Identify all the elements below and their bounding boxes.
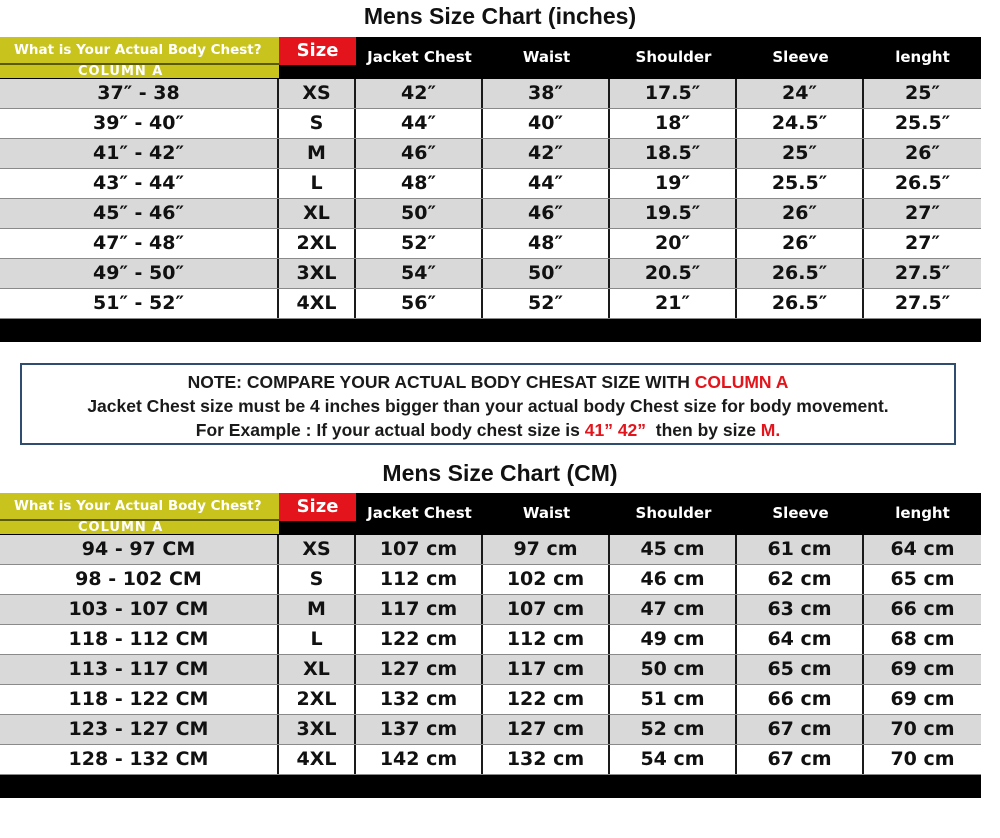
waist-cell: 42″ [483,139,610,168]
table-row [0,625,981,655]
chest-range-cell: 37″ - 38 [0,79,279,108]
chest-range-cell: 43″ - 44″ [0,169,279,198]
table-row [0,745,981,775]
length-header: lenght [895,48,950,66]
sleeve-cell: 26.5″ [737,289,864,318]
jacket-chest-cell: 142 cm [356,745,483,774]
size-note-box [20,363,956,445]
size-cell: 2XL [279,229,356,258]
sleeve-cell: 26″ [737,229,864,258]
waist-cell: 127 cm [483,715,610,744]
waist-cell: 46″ [483,199,610,228]
shoulder-cell: 51 cm [610,685,737,714]
jacket-chest-cell: 50″ [356,199,483,228]
size-cell: 4XL [279,289,356,318]
table-row [0,79,981,109]
sleeve-cell: 67 cm [737,715,864,744]
chest-range-cell: 128 - 132 CM [0,745,279,774]
sleeve-cell: 63 cm [737,595,864,624]
chest-range-cell: 39″ - 40″ [0,109,279,138]
size-cell: M [279,139,356,168]
size-cell: S [279,565,356,594]
waist-cell: 40″ [483,109,610,138]
chest-range-cell: 51″ - 52″ [0,289,279,318]
shoulder-cell: 50 cm [610,655,737,684]
table-row [0,289,981,319]
table-row [0,199,981,229]
size-cell: M [279,595,356,624]
jacket-chest-cell: 42″ [356,79,483,108]
table-row [0,109,981,139]
sleeve-cell: 66 cm [737,685,864,714]
length-cell: 25.5″ [894,112,951,134]
waist-cell: 48″ [483,229,610,258]
length-cell: 66 cm [890,598,955,620]
note-example-size-highlight: 41” 42” [584,420,647,440]
length-cell: 26″ [905,142,940,164]
waist-cell: 107 cm [483,595,610,624]
table-row [0,565,981,595]
size-cell: 4XL [279,745,356,774]
cm-chart-title: Mens Size Chart (CM) [382,460,618,486]
sleeve-header: Sleeve [772,48,829,66]
waist-cell: 44″ [483,169,610,198]
size-cell: S [279,109,356,138]
sleeve-cell: 24.5″ [737,109,864,138]
shoulder-cell: 47 cm [610,595,737,624]
waist-cell: 102 cm [483,565,610,594]
shoulder-cell: 18″ [610,109,737,138]
waist-header: Waist [522,48,571,66]
note-line-3 [22,418,954,442]
length-cell: 68 cm [890,628,955,650]
shoulder-cell: 18.5″ [610,139,737,168]
size-cell: XS [279,79,356,108]
size-cell: L [279,169,356,198]
table-row [0,535,981,565]
cm-table-header [0,493,981,535]
waist-cell: 112 cm [483,625,610,654]
table-row [0,655,981,685]
size-header: Size [279,37,356,79]
note-column-a-highlight: COLUMN A [694,372,789,392]
jacket-chest-cell: 132 cm [356,685,483,714]
waist-cell: 132 cm [483,745,610,774]
size-cell: XL [279,655,356,684]
chest-header [0,493,279,535]
table-row [0,715,981,745]
chest-range-cell: 45″ - 46″ [0,199,279,228]
table-row [0,595,981,625]
note-line-1-text: NOTE: COMPARE YOUR ACTUAL BODY CHESAT SIZE WITH [187,372,695,392]
length-cell: 27.5″ [894,292,951,314]
inches-table-header [0,37,981,79]
jacket-chest-cell: 127 cm [356,655,483,684]
table-row [0,259,981,289]
shoulder-cell: 17.5″ [610,79,737,108]
sleeve-cell: 61 cm [737,535,864,564]
note-line-3-middle: then by size [646,420,761,440]
chest-range-cell: 118 - 122 CM [0,685,279,714]
jacket-chest-header: Jacket Chest [367,504,472,522]
length-cell: 69 cm [890,658,955,680]
table-row [0,229,981,259]
jacket-chest-cell: 107 cm [356,535,483,564]
shoulder-cell: 19.5″ [610,199,737,228]
shoulder-cell: 54 cm [610,745,737,774]
chest-question: What is Your Actual Body Chest? [0,493,279,519]
chest-header [0,37,279,79]
size-cell: 3XL [279,259,356,288]
chest-range-cell: 118 - 112 CM [0,625,279,654]
shoulder-header: Shoulder [635,48,712,66]
waist-cell: 117 cm [483,655,610,684]
jacket-chest-cell: 112 cm [356,565,483,594]
chest-range-cell: 123 - 127 CM [0,715,279,744]
size-header: Size [279,493,356,535]
sleeve-cell: 25.5″ [737,169,864,198]
note-line-2: Jacket Chest size must be 4 inches bigger than your actual body Chest size for body movement. [87,396,889,416]
note-line-3-text: For Example : If your actual body chest size is [195,420,585,440]
length-cell: 27.5″ [894,262,951,284]
chest-range-cell: 103 - 107 CM [0,595,279,624]
cm-table-body [0,535,981,775]
note-line-1 [22,370,954,394]
chest-range-cell: 113 - 117 CM [0,655,279,684]
chest-range-cell: 98 - 102 CM [0,565,279,594]
shoulder-cell: 20.5″ [610,259,737,288]
length-cell: 27″ [905,232,940,254]
size-cell: 3XL [279,715,356,744]
size-cell: XL [279,199,356,228]
size-cell: XS [279,535,356,564]
note-size-m-highlight: M. [760,420,781,440]
waist-cell: 50″ [483,259,610,288]
chest-question: What is Your Actual Body Chest? [0,37,279,63]
sleeve-header: Sleeve [772,504,829,522]
inches-table-body [0,79,981,319]
jacket-chest-cell: 117 cm [356,595,483,624]
chest-range-cell: 94 - 97 CM [0,535,279,564]
jacket-chest-cell: 54″ [356,259,483,288]
shoulder-cell: 19″ [610,169,737,198]
jacket-chest-cell: 52″ [356,229,483,258]
length-cell: 70 cm [890,718,955,740]
size-cell: L [279,625,356,654]
waist-cell: 52″ [483,289,610,318]
length-cell: 70 cm [890,748,955,770]
chest-range-cell: 47″ - 48″ [0,229,279,258]
jacket-chest-header: Jacket Chest [367,48,472,66]
inches-size-table [0,37,981,342]
jacket-chest-cell: 46″ [356,139,483,168]
length-header: lenght [895,504,950,522]
sleeve-cell: 64 cm [737,625,864,654]
sleeve-cell: 26.5″ [737,259,864,288]
shoulder-header: Shoulder [635,504,712,522]
inches-table-footer-bar [0,319,981,342]
sleeve-cell: 25″ [737,139,864,168]
jacket-chest-cell: 137 cm [356,715,483,744]
size-cell: 2XL [279,685,356,714]
table-row [0,685,981,715]
inches-chart-title: Mens Size Chart (inches) [363,3,637,29]
length-cell: 65 cm [890,568,955,590]
jacket-chest-cell: 56″ [356,289,483,318]
sleeve-cell: 65 cm [737,655,864,684]
column-a-label: COLUMN A [0,519,279,534]
jacket-chest-cell: 48″ [356,169,483,198]
table-row [0,139,981,169]
shoulder-cell: 45 cm [610,535,737,564]
shoulder-cell: 49 cm [610,625,737,654]
chest-range-cell: 49″ - 50″ [0,259,279,288]
sleeve-cell: 67 cm [737,745,864,774]
waist-header: Waist [522,504,571,522]
cm-size-table [0,493,981,798]
column-a-label: COLUMN A [0,63,279,78]
jacket-chest-cell: 122 cm [356,625,483,654]
shoulder-cell: 21″ [610,289,737,318]
chest-range-cell: 41″ - 42″ [0,139,279,168]
shoulder-cell: 52 cm [610,715,737,744]
waist-cell: 38″ [483,79,610,108]
shoulder-cell: 20″ [610,229,737,258]
length-cell: 27″ [905,202,940,224]
table-row [0,169,981,199]
cm-table-footer-bar [0,775,981,798]
length-cell: 25″ [905,82,940,104]
shoulder-cell: 46 cm [610,565,737,594]
length-cell: 26.5″ [894,172,951,194]
sleeve-cell: 62 cm [737,565,864,594]
sleeve-cell: 24″ [737,79,864,108]
length-cell: 69 cm [890,688,955,710]
length-cell: 64 cm [890,538,955,560]
jacket-chest-cell: 44″ [356,109,483,138]
waist-cell: 122 cm [483,685,610,714]
sleeve-cell: 26″ [737,199,864,228]
waist-cell: 97 cm [483,535,610,564]
